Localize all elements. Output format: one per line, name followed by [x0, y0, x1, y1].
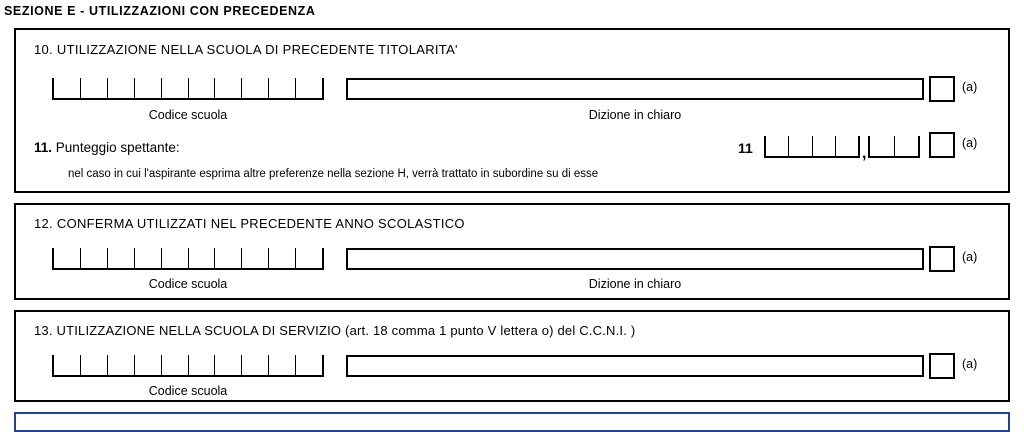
code-cell[interactable] [54, 248, 81, 268]
plain-text-caption-12: Dizione in chiaro [588, 277, 682, 291]
score-cell[interactable] [895, 136, 919, 156]
code-cell[interactable] [269, 78, 296, 98]
code-cell[interactable] [215, 355, 242, 375]
flag-note-11: (a) [962, 136, 978, 150]
block-conferma-utilizzati [14, 203, 1010, 300]
code-cell[interactable] [242, 355, 269, 375]
code-cell[interactable] [242, 78, 269, 98]
flag-checkbox-10[interactable] [929, 76, 955, 102]
score-decimal-input[interactable] [868, 136, 920, 158]
code-cell[interactable] [189, 78, 216, 98]
score-cell[interactable] [789, 136, 812, 156]
plain-text-caption-10: Dizione in chiaro [588, 108, 682, 122]
score-label-11 [34, 140, 180, 155]
plain-text-input-10[interactable] [346, 78, 924, 100]
code-cell[interactable] [189, 248, 216, 268]
code-cell[interactable] [162, 78, 189, 98]
school-code-input-12[interactable] [52, 248, 324, 270]
school-code-input-13[interactable] [52, 355, 324, 377]
page-title: SEZIONE E - UTILIZZAZIONI CON PRECEDENZA [4, 4, 316, 18]
code-cell[interactable] [135, 248, 162, 268]
plain-text-input-12[interactable] [346, 248, 924, 270]
block-10-title: 10. UTILIZZAZIONE NELLA SCUOLA DI PRECEDENTE TITOLARITA' [34, 42, 458, 57]
code-cell[interactable] [215, 248, 242, 268]
score-cell[interactable] [836, 136, 858, 156]
school-code-caption-10: Codice scuola [148, 108, 228, 122]
score-label-number: 11. [34, 140, 53, 155]
code-cell[interactable] [135, 355, 162, 375]
block-13-title: 13. UTILIZZAZIONE NELLA SCUOLA DI SERVIZIO (art. 18 comma 1 punto V lettera o) del C.C.N.I. ) [34, 323, 636, 338]
code-cell[interactable] [108, 248, 135, 268]
code-cell[interactable] [269, 248, 296, 268]
code-cell[interactable] [296, 355, 322, 375]
decimal-separator: , [862, 145, 867, 162]
code-cell[interactable] [81, 248, 108, 268]
block-12-title: 12. CONFERMA UTILIZZATI NEL PRECEDENTE ANNO SCOLASTICO [34, 216, 465, 231]
code-cell[interactable] [162, 355, 189, 375]
score-cell[interactable] [766, 136, 789, 156]
school-code-caption-13: Codice scuola [148, 384, 228, 398]
next-section-strip [14, 412, 1010, 432]
code-cell[interactable] [54, 355, 81, 375]
plain-text-input-13[interactable] [346, 355, 924, 377]
score-label-text: Punteggio spettante: [55, 140, 180, 155]
block-utilizzazione-precedente-titolarita [14, 28, 1010, 193]
code-cell[interactable] [108, 78, 135, 98]
code-cell[interactable] [296, 248, 322, 268]
code-cell[interactable] [135, 78, 162, 98]
code-cell[interactable] [54, 78, 81, 98]
school-code-caption-12: Codice scuola [148, 277, 228, 291]
score-cell[interactable] [813, 136, 836, 156]
flag-checkbox-11[interactable] [929, 132, 955, 158]
flag-checkbox-13[interactable] [929, 353, 955, 379]
flag-checkbox-12[interactable] [929, 246, 955, 272]
code-cell[interactable] [242, 248, 269, 268]
flag-note-10: (a) [962, 80, 978, 94]
flag-note-12: (a) [962, 250, 978, 264]
score-cell[interactable] [870, 136, 895, 156]
code-cell[interactable] [108, 355, 135, 375]
code-cell[interactable] [215, 78, 242, 98]
score-field-number: 11 [738, 140, 753, 156]
code-cell[interactable] [162, 248, 189, 268]
score-input-11[interactable] [764, 136, 920, 162]
block-utilizzazione-scuola-servizio [14, 310, 1010, 402]
flag-note-13: (a) [962, 357, 978, 371]
score-note-11: nel caso in cui l'aspirante esprima altre preferenze nella sezione H, verrà trattato in subordine su di esse [68, 168, 599, 180]
code-cell[interactable] [189, 355, 216, 375]
code-cell[interactable] [81, 78, 108, 98]
school-code-input-10[interactable] [52, 78, 324, 100]
code-cell[interactable] [296, 78, 322, 98]
code-cell[interactable] [81, 355, 108, 375]
score-integer-input[interactable] [764, 136, 860, 158]
code-cell[interactable] [269, 355, 296, 375]
